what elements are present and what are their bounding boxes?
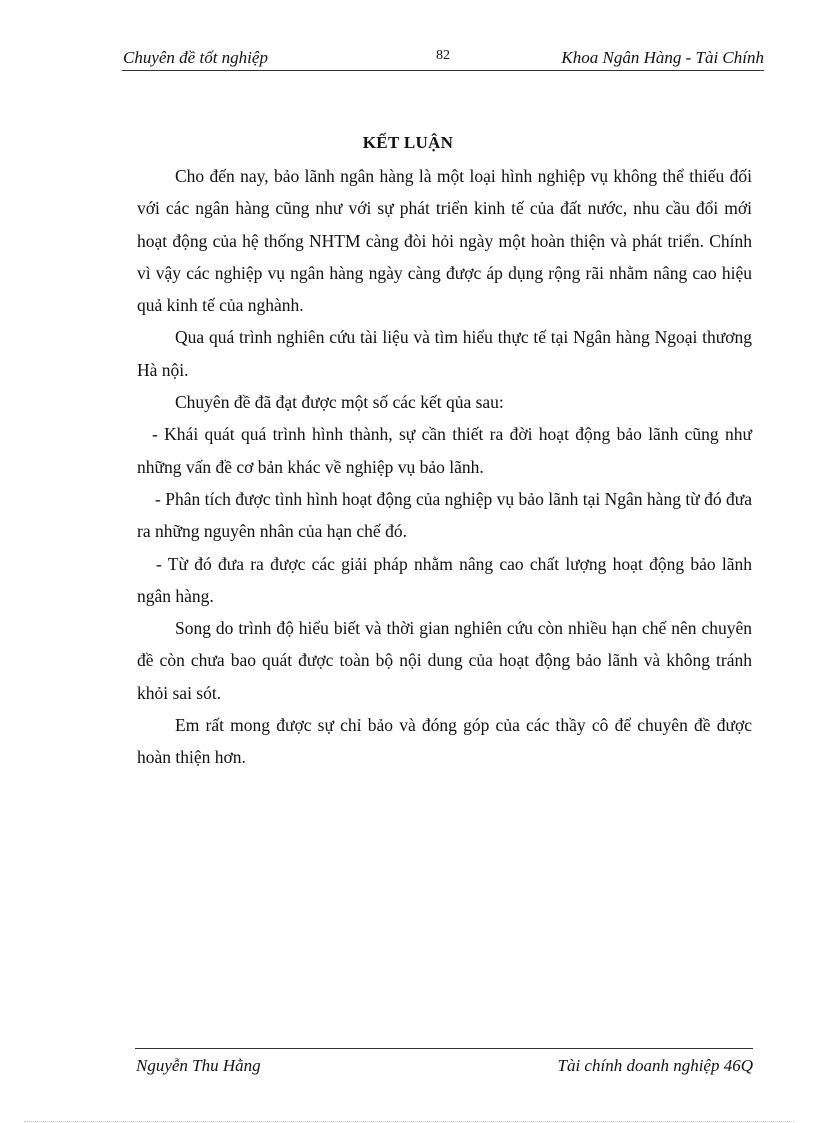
paragraph-results-intro: Chuyên đề đã đạt được một số các kết qủa sau: bbox=[175, 392, 504, 413]
page-edge-divider bbox=[24, 1121, 794, 1122]
paragraph-closing: Em rất mong được sự chỉ bảo và đóng góp của các thầy cô để chuyên đề được hoàn thiện hơn. bbox=[137, 715, 752, 768]
page-header bbox=[122, 46, 764, 71]
header-right-text: Khoa Ngân Hàng - Tài Chính bbox=[561, 48, 764, 67]
header-left-text: Chuyên đề tốt nghiệp bbox=[123, 48, 268, 67]
document-body bbox=[137, 160, 752, 774]
page-footer bbox=[135, 1048, 753, 1081]
page-number: 82 bbox=[436, 48, 450, 63]
result-item-2: - Phân tích được tình hình hoạt động của nghiệp vụ bảo lãnh tại Ngân hàng từ đó đưa ra những nguyên nhân của hạn chế đó. bbox=[137, 488, 752, 542]
paragraph-research: Qua quá trình nghiên cứu tài liệu và tìm hiểu thực tế tại Ngân hàng Ngoại thương Hà nội. bbox=[137, 327, 752, 380]
paragraph-intro: Cho đến nay, bảo lãnh ngân hàng là một loại hình nghiệp vụ không thể thiếu đối với các ngân hàng cũng như với sự phát triển kinh tế của đất nước, nhu cầu đổi mới hoạt động của hệ thống NHTM càng đòi hỏi ngày một hoàn thiện và phát triển. Chính vì vậy các nghiệp vụ ngân hàng ngày càng được áp dụng rộng rãi nhằm nâng cao hiệu quả kinh tế của nghành. bbox=[137, 166, 752, 316]
result-item-1: - Khái quát quá trình hình thành, sự cần thiết ra đời hoạt động bảo lãnh cũng như những vấn đề cơ bản khác về nghiệp vụ bảo lãnh. bbox=[137, 424, 752, 477]
paragraph-limitations: Song do trình độ hiểu biết và thời gian nghiên cứu còn nhiều hạn chế nên chuyên đề còn chưa bao quát được toàn bộ nội dung của hoạt động bảo lãnh và không tránh khỏi sai sót. bbox=[137, 618, 752, 703]
footer-author: Nguyễn Thu Hằng bbox=[136, 1056, 261, 1075]
result-item-3: - Từ đó đưa ra được các giải pháp nhằm nâng cao chất lượng hoạt động bảo lãnh ngân hàng. bbox=[137, 553, 752, 606]
footer-class: Tài chính doanh nghiệp 46Q bbox=[557, 1056, 753, 1075]
section-title: KẾT LUẬN bbox=[362, 133, 454, 152]
